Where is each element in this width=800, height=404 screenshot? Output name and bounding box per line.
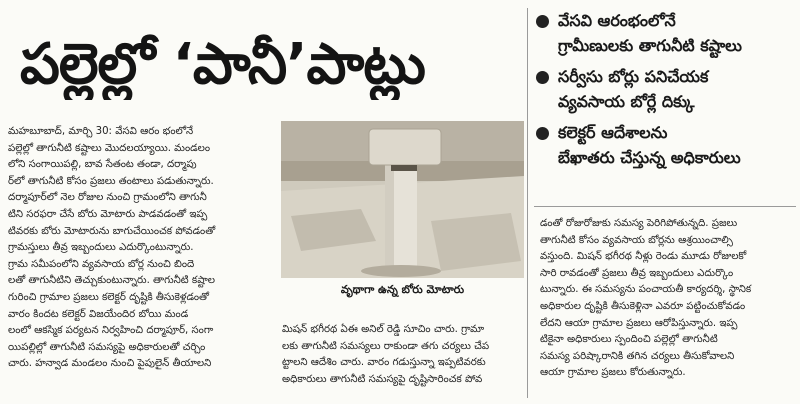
bullet-line: బేఖాతరు చేస్తున్న అధికారులు — [558, 148, 741, 167]
body-text-line: లతో తాగునీటిని తెచ్చుకుంటున్నారు. తాగునీటి కష్టాల — [8, 275, 215, 287]
borewell-pipe-photo — [281, 121, 524, 278]
body-text-line: గ్రామస్తులు తీవ్ర ఇబ్బందులు ఎదుర్కొంటున్నారు. — [8, 242, 194, 254]
bullet-line: గ్రామీణులకు తాగునీటి కష్టాలు — [558, 36, 742, 55]
horizontal-divider — [534, 206, 796, 207]
headline-bullet — [532, 120, 794, 170]
body-text-line: యిపల్లిల్లో తాగునీటి సమస్యపై అధికారులతో చర్చిం — [8, 341, 206, 353]
body-text-line: టివరకు బోరు మోటారును బాగుచేయించక పోవడంతో — [8, 225, 216, 237]
body-text-line: లకు తాగునీటి సమస్యలు రాకుండా తగు చర్యలు చేప — [282, 340, 490, 352]
body-column-1 — [8, 124, 274, 373]
vertical-divider — [527, 8, 528, 398]
body-text-line: సమస్య పరిష్కారానికి తగిన చర్యలు తీసుకోవాలని — [540, 350, 735, 362]
body-text-line: వారం కిందట కలెక్టర్ విజయేందిర బోయి మండ — [8, 308, 189, 320]
body-text-line: తాగునీటి కోసం వ్యవసాయ బోర్లను ఆశ్రయించాల్సి — [540, 234, 733, 246]
body-text-line: మహబూబాద్, మార్చి 30: వేసవి ఆరం భంలోనే — [8, 126, 194, 137]
bullet-dot-icon — [536, 127, 549, 140]
body-text-line: లేదని ఆయా గ్రామాల ప్రజలు ఆరోపిస్తున్నారు. ఇప్ప — [540, 317, 738, 329]
body-text-line: సారి రావడంతో ప్రజలు తీవ్ర ఇబ్బందులు ఎదుర్కొం — [540, 267, 734, 279]
photo-caption: వృథాగా ఉన్న బోరు మోటారు — [340, 283, 465, 296]
headline: పల్లెల్లో ‘పానీ’పాట్లు — [20, 32, 425, 97]
body-text-line: దర్మాపూర్‌లో నెల రోజుల నుంచి గ్రామంలోని తాగునీ — [8, 192, 207, 204]
news-photo — [281, 121, 524, 278]
body-text-line: చారు. హన్వాడ మండలం నుంచి పైపులైన్ తీయాలని — [8, 358, 212, 370]
body-text-line: గురించి గ్రామాల ప్రజలు కలెక్టర్ దృష్టికి తీసుకెళ్లడంతో — [8, 291, 209, 303]
bullet-dot-icon — [536, 15, 549, 28]
bullet-line: వేసవి ఆరంభంలోనే — [558, 11, 676, 30]
headline-bullets — [532, 8, 794, 176]
body-text-line: మిషన్ భగీరథ ఏఈ అనిల్ రెడ్డి సూచిం చారు. గ్రామా — [282, 324, 485, 335]
body-text-line: అధికారుల దృష్టికి తీసుకెళ్లినా ఎవరూ పట్టించుకోవడం — [540, 300, 746, 312]
headline-bullet — [532, 64, 794, 114]
bullet-line: సర్వీసు బోర్లు పనిచేయక — [558, 67, 709, 86]
bullet-dot-icon — [536, 71, 549, 84]
body-text-line: డంతో రోజురోజుకు సమస్య పెరిగిపోతున్నది. ప్రజలు — [540, 218, 738, 229]
body-text-line: టున్నారు. ఈ సమస్యను పంచాయతీ కార్యదర్శి, స్థానిక — [540, 284, 752, 296]
body-text-line: టిని సరఫరా చేసే బోరు మోటారు పాడవడంతో ఇప్ప — [8, 208, 208, 220]
body-text-line: అధికారులు తాగునీటి సమస్యపై దృష్టిసారించక పోవ — [282, 373, 483, 385]
body-text-line: గ్రామ సమీపంలోని వ్యవసాయ బోర్ల నుంచి బిందె — [8, 258, 195, 270]
body-text-line: ట్టాలని ఆదేశిం చారు. వారం గడుస్తున్నా ఇప్పటివరకు — [282, 357, 486, 369]
body-text-line: వస్తుంది. మిషన్ భగీరథ నీళ్లు రెండు మూడు రోజులకో — [540, 251, 747, 263]
body-text-line: లంలో ఆకస్మిక పర్యటన నిర్వహించి దర్మాపూర్, సంగా — [8, 325, 214, 337]
bullet-line: వ్యవసాయ బోర్లే దిక్కు — [558, 92, 695, 111]
headline-bullet — [532, 8, 794, 58]
bullet-line: కలెక్టర్ ఆదేశాలను — [558, 123, 668, 142]
body-text-line: పల్లెల్లో తాగునీటి కష్టాలు మొదలయ్యాయి. మండలం — [8, 142, 211, 154]
body-text-line: ర్‌లో తాగునీటి కోసం ప్రజలు తంటాలు పడుతున్నారు. — [8, 175, 214, 187]
body-column-2 — [282, 322, 526, 388]
body-text-line: టికైనా అధికారులు స్పందించి పల్లెల్లో తాగునీటి — [540, 334, 718, 346]
body-column-3 — [540, 216, 794, 382]
body-text-line: ఆయా గ్రామాల ప్రజలు కోరుతున్నారు. — [540, 367, 686, 379]
body-text-line: లోని సంగాయిపల్లి, బావ సేతంట తండా, దర్మాపు — [8, 159, 197, 171]
